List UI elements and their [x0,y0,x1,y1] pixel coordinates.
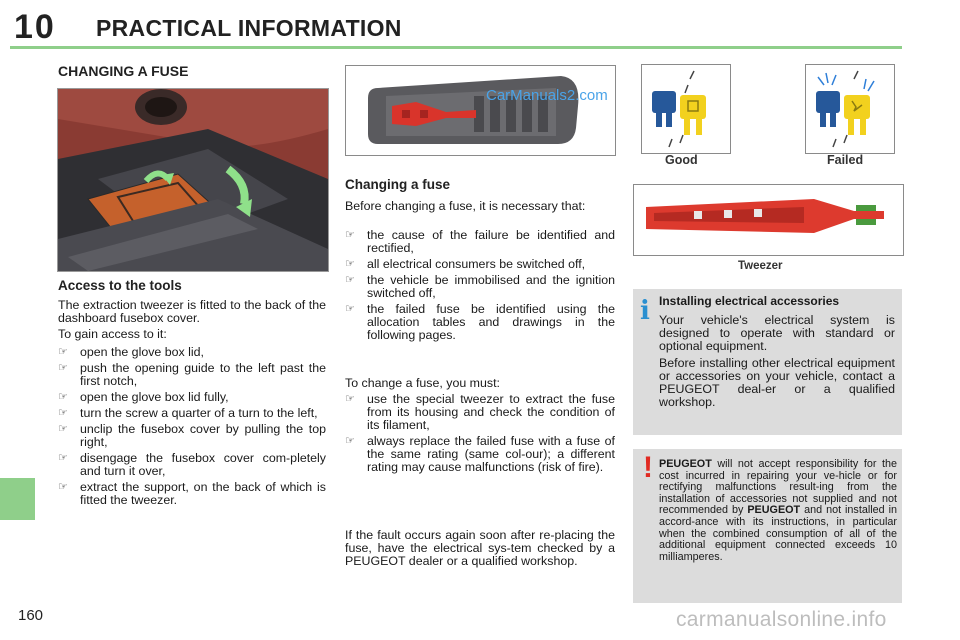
list-item: ☞ extract the support, on the back of which is fitted the tweezer. [58,480,326,507]
section-title: CHANGING A FUSE [58,63,189,79]
tweezer-figure [633,184,904,256]
warning-tail: and not installed in accord-ance with its instructions, in particular when the combined consumption of all of the additional equipment connected exceeds 10 milliamperes. [659,504,898,563]
watermark-text: CarManuals2.com [486,87,608,104]
pointing-hand-icon: ☞ [58,423,68,435]
pointing-hand-icon: ☞ [345,258,355,270]
before-intro: Before changing a fuse, it is necessary that: [345,199,586,213]
pointing-hand-icon: ☞ [58,346,68,358]
pointing-hand-icon: ☞ [345,393,355,405]
fusebox-tweezer-figure [345,65,616,156]
pointing-hand-icon: ☞ [345,435,355,447]
pointing-hand-icon: ☞ [58,391,68,403]
failed-fuse-figure [805,64,895,154]
exclamation-icon: ! [643,451,653,484]
info-paragraph-1: Your vehicle's electrical system is designed to operate with standard or optional equipment. [659,313,895,353]
list-item: ☞ all electrical consumers be switched off, [345,257,586,271]
list-item: ☞ unclip the fusebox cover by pulling the top right, [58,422,326,449]
list-item: ☞ push the opening guide to the left past the first notch, [58,361,326,388]
list-item: ☞ always replace the failed fuse with a fuse of the same rating (same col-our); a different rating may cause malfunctions (risk of fire). [345,434,615,474]
access-title: Access to the tools [58,278,182,293]
good-caption: Good [665,153,698,167]
pointing-hand-icon: ☞ [58,362,68,374]
header-rule [10,46,902,49]
chapter-number: 10 [14,8,56,46]
tweezer-caption: Tweezer [738,260,783,272]
list-item: ☞ turn the screw a quarter of a turn to the left, [58,406,318,420]
info-title: Installing electrical accessories [659,294,840,308]
warning-brand-2: PEUGEOT [747,504,801,517]
warning-text [659,459,897,563]
good-fuse-figure [641,64,731,154]
list-item: ☞ the cause of the failure be identified and rectified, [345,228,615,255]
warning-brand: PEUGEOT [659,458,712,470]
list-item: ☞ disengage the fusebox cover com-pletely and turn it over, [58,451,326,478]
page-number: 160 [18,607,44,624]
warning-body: will not accept responsibility for the cost incurred in repairing your ve-hicle or for rectifying malfunctions result-ing from the installation of accessories not supplied and not recommended by [659,458,897,517]
pointing-hand-icon: ☞ [58,481,68,493]
chapter-side-tab [0,478,35,520]
pointing-hand-icon: ☞ [345,274,355,286]
list-item: ☞ the vehicle be immobilised and the ignition switched off, [345,273,615,300]
changing-title: Changing a fuse [345,177,451,192]
info-paragraph-2: Before installing other electrical equipment or accessories on your vehicle, contact a PEUGEOT deal-er or a qualified workshop. [659,356,895,409]
list-item: ☞ open the glove box lid, [58,345,204,359]
pointing-hand-icon: ☞ [58,452,68,464]
failed-caption: Failed [827,153,864,167]
access-steps-list [58,346,326,510]
before-list [345,229,615,345]
repeat-note: If the fault occurs again soon after re-placing the fuse, have the electrical sys-tem checked by a PEUGEOT dealer or a qualified workshop. [345,528,615,568]
pointing-hand-icon: ☞ [58,407,68,419]
must-intro: To change a fuse, you must: [345,376,500,390]
access-intro: The extraction tweezer is fitted to the back of the dashboard fusebox cover. [58,298,326,325]
glovebox-photo [57,88,329,272]
list-item: ☞ the failed fuse be identified using the allocation tables and drawings in the following pages. [345,302,615,342]
footer-watermark: carmanualsonline.info [676,608,887,631]
must-list [345,393,615,477]
pointing-hand-icon: ☞ [345,303,355,315]
access-lead: To gain access to it: [58,327,167,341]
info-icon: i [640,296,650,326]
list-item: ☞ use the special tweezer to extract the fuse from its housing and check the condition of its filament, [345,392,615,432]
chapter-title: PRACTICAL INFORMATION [96,15,402,41]
list-item: ☞ open the glove box lid fully, [58,390,229,404]
pointing-hand-icon: ☞ [345,229,355,241]
